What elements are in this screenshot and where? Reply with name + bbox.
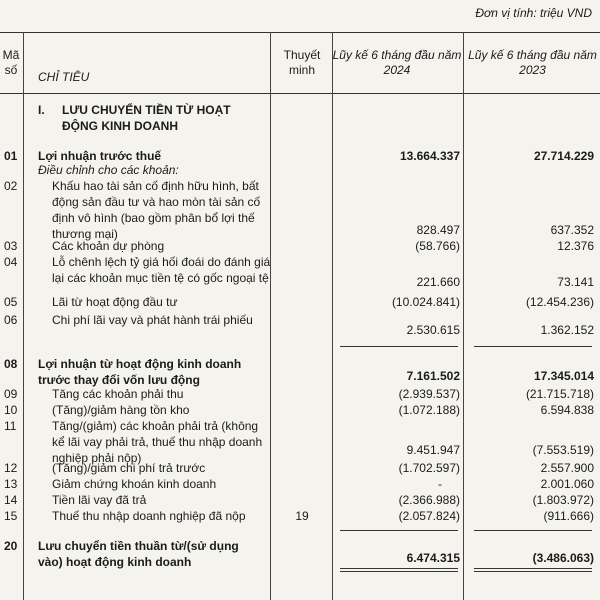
row-desc: Tiền lãi vay đã trả (52, 493, 147, 507)
row-code: 08 (4, 357, 18, 371)
row-value-2023: (12.454.236) (525, 295, 594, 309)
row-code: 11 (4, 419, 17, 433)
row-value-2023: 1.362.152 (540, 323, 594, 337)
row-value-2024: 221.660 (416, 275, 460, 289)
row-desc: Lợi nhuận trước thuế (38, 149, 162, 163)
row-code: 10 (4, 403, 18, 417)
row-desc: Lãi từ hoạt động đầu tư (52, 295, 178, 309)
row-value-2024: 2.530.615 (406, 323, 460, 337)
row-desc: Tăng/(giảm) các khoản phải trả (không kể lãi vay phải trả, thuế thu nhập doanh nghiệp phải nộp) (52, 419, 263, 465)
row-desc: (Tăng)/giảm chi phí trả trước (52, 461, 206, 475)
row-value-2023: (911.666) (543, 509, 594, 523)
row-value-2024: (10.024.841) (391, 295, 460, 309)
row-value-2023: 17.345.014 (533, 369, 594, 383)
row-desc: Lỗ chênh lệch tỷ giá hối đoái do đánh giá lại các khoản mục tiền tệ có gốc ngoại tệ (52, 255, 271, 285)
row-code: 14 (4, 493, 18, 507)
row-code: 15 (4, 509, 18, 523)
row-desc: Khấu hao tài sản cố định hữu hình, bất động sản đầu tư và hao mòn tài sản cố định vô hình (bao gồm phân bổ lợi thế thương mại) (52, 179, 261, 241)
row-code: 01 (4, 149, 18, 163)
header-col-2024: Lũy kế 6 tháng đầu năm 2024 (332, 48, 462, 77)
row-desc: Điều chỉnh cho các khoản: (38, 163, 179, 177)
row-value-2023: (21.715.718) (525, 387, 594, 401)
row-value-2024: (2.057.824) (398, 509, 460, 523)
row-desc: Thuế thu nhập doanh nghiệp đã nộp (52, 509, 246, 523)
subtotal-rule (474, 346, 592, 347)
row-value-2024: (2.366.988) (398, 493, 460, 507)
row-code: 04 (4, 255, 18, 269)
column-divider (463, 32, 464, 600)
row-code: 12 (4, 461, 18, 475)
header-note: Thuyết minh (283, 48, 321, 77)
section-number: I. (38, 103, 45, 117)
row-value-2023: 2.001.060 (540, 477, 594, 491)
row-value-2024: 6.474.315 (406, 551, 460, 565)
row-code: 09 (4, 387, 18, 401)
row-desc: Tăng các khoản phải thu (52, 387, 184, 401)
row-value-2023: 73.141 (557, 275, 594, 289)
row-code: 13 (4, 477, 18, 491)
total-rule (474, 571, 592, 572)
header-item: CHỈ TIÊU (38, 69, 90, 84)
row-code: 02 (4, 179, 18, 193)
row-value-2024: 828.497 (416, 223, 460, 237)
row-value-2024: (1.702.597) (398, 461, 460, 475)
row-code: 20 (4, 539, 18, 553)
total-rule (340, 568, 458, 569)
row-desc: Giảm chứng khoán kinh doanh (52, 477, 217, 491)
row-value-2024: (1.072.188) (398, 403, 460, 417)
row-value-2023: (3.486.063) (532, 551, 594, 565)
row-value-2023: 637.352 (550, 223, 594, 237)
row-desc: Lợi nhuận từ hoạt động kinh doanh trước thay đổi vốn lưu động (38, 357, 242, 387)
row-desc: Các khoản dự phòng (52, 239, 165, 253)
total-rule (340, 571, 458, 572)
row-value-2023: 27.714.229 (533, 149, 594, 163)
row-value-2023: 6.594.838 (540, 403, 594, 417)
subtotal-rule (340, 346, 458, 347)
row-value-2024: 7.161.502 (406, 369, 460, 383)
row-value-2024: - (438, 477, 442, 491)
row-value-2024: (2.939.537) (398, 387, 460, 401)
header-code: Mã số (2, 48, 20, 77)
row-value-2023: 2.557.900 (540, 461, 594, 475)
table-header (0, 32, 600, 94)
row-code: 06 (4, 313, 18, 327)
row-value-2024: 9.451.947 (406, 443, 460, 457)
subtotal-rule (474, 530, 592, 531)
total-rule (474, 568, 592, 569)
row-value-2024: (58.766) (415, 239, 460, 253)
row-desc: Lưu chuyển tiền thuần từ/(sử dụng vào) hoạt động kinh doanh (38, 539, 239, 569)
unit-label: Đơn vị tính: triệu VND (475, 6, 592, 20)
header-col-2023: Lũy kế 6 tháng đầu năm 2023 (468, 48, 597, 77)
row-desc: (Tăng)/giảm hàng tồn kho (52, 403, 190, 417)
row-code: 03 (4, 239, 18, 253)
row-desc: Chi phí lãi vay và phát hành trái phiếu (52, 313, 253, 327)
row-value-2023: (1.803.972) (532, 493, 594, 507)
row-value-2024: 13.664.337 (399, 149, 460, 163)
section-title: LƯU CHUYỂN TIỀN TỪ HOẠT ĐỘNG KINH DOANH (62, 103, 231, 133)
row-value-2023: 12.376 (557, 239, 594, 253)
row-code: 05 (4, 295, 18, 309)
row-note: 19 (295, 509, 309, 523)
subtotal-rule (340, 530, 458, 531)
row-value-2023: (7.553.519) (532, 443, 594, 457)
